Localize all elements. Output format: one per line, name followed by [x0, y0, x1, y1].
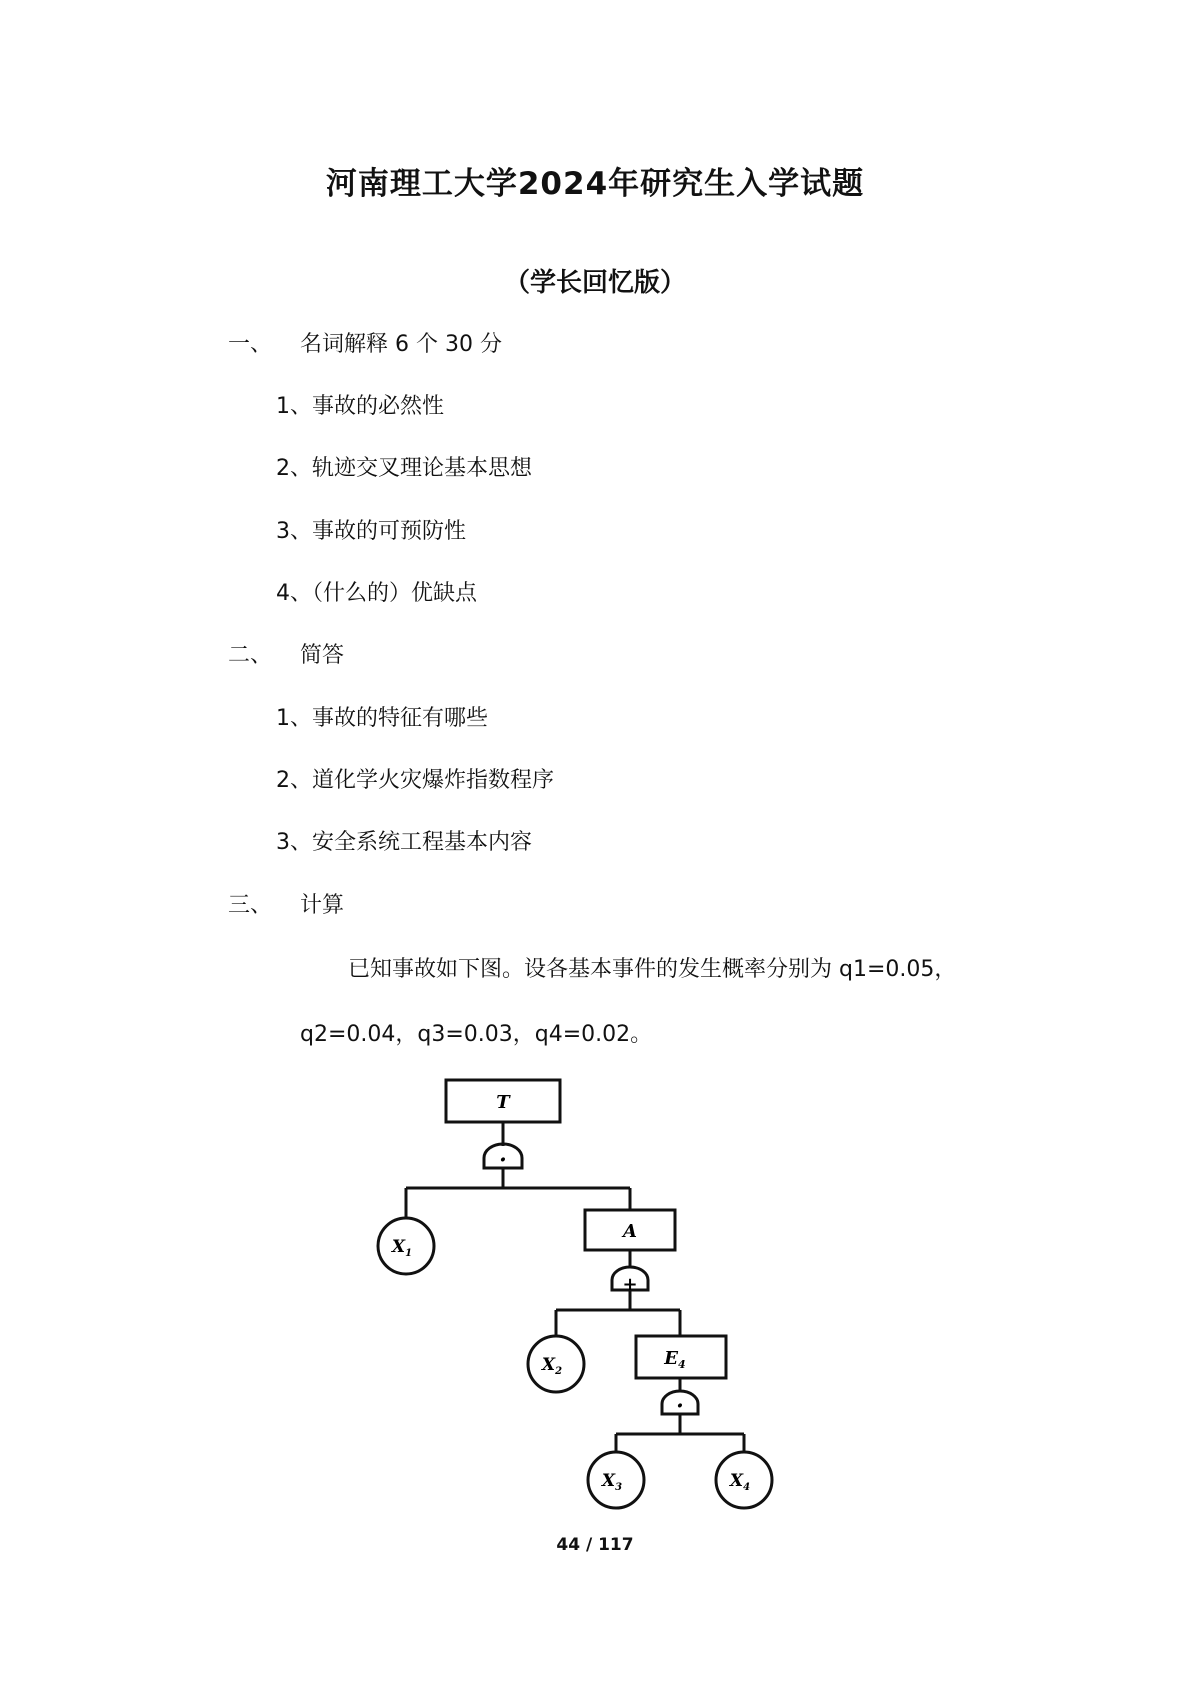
page-title: 河南理工大学2024年研究生入学试题 [325, 166, 865, 202]
and-gate-1-symbol: · [499, 1147, 507, 1173]
problem-text-line-2: q2=0.04，q3=0.03，q4=0.02。 [300, 1022, 653, 1047]
page-number: 44 / 117 [556, 1535, 634, 1555]
x4-label: $X_4$ [729, 1471, 751, 1493]
list-item: 3、安全系统工程基本内容 [276, 830, 532, 855]
basic-event-x3 [588, 1452, 644, 1508]
event-e-subscript: 4 [678, 1358, 686, 1371]
section-title: 名词解释 6 个 30 分 [300, 332, 502, 357]
list-item: 1、事故的特征有哪些 [276, 706, 488, 731]
list-item: 1、事故的必然性 [276, 394, 444, 419]
event-e-letter: E [664, 1348, 679, 1369]
section-number: 三、 [228, 893, 273, 918]
list-item: 4、（什么的）优缺点 [276, 581, 477, 606]
or-gate-symbol: + [622, 1274, 638, 1295]
event-a-label: A [623, 1221, 637, 1242]
basic-event-x2 [528, 1336, 584, 1392]
list-item: 2、道化学火灾爆炸指数程序 [276, 768, 554, 793]
intermediate-event-e4-box [636, 1336, 726, 1378]
list-item: 3、事故的可预防性 [276, 519, 466, 544]
and-gate-2-symbol: · [676, 1393, 684, 1419]
section-number: 一、 [228, 332, 273, 357]
top-event-label: T [496, 1092, 510, 1113]
event-e-label [663, 1348, 685, 1371]
page-subtitle: （学长回忆版） [503, 268, 686, 298]
problem-text-line-1: 已知事故如下图。设各基本事件的发生概率分别为 q1=0.05， [348, 957, 957, 982]
x3-label: $X_3$ [601, 1471, 623, 1493]
section-number: 二、 [228, 643, 273, 668]
section-title: 计算 [300, 893, 345, 918]
x2-label: $X_2$ [541, 1355, 563, 1377]
section-title: 简答 [300, 643, 345, 668]
basic-event-x4 [716, 1452, 772, 1508]
list-item: 2、轨迹交叉理论基本思想 [276, 456, 532, 481]
x1-label: $X_1$ [391, 1237, 413, 1259]
fault-tree-diagram [360, 1070, 800, 1530]
section-heading-2 [228, 641, 344, 671]
basic-event-x1 [378, 1218, 434, 1274]
section-heading-3 [228, 891, 344, 921]
section-heading-1 [228, 330, 502, 360]
